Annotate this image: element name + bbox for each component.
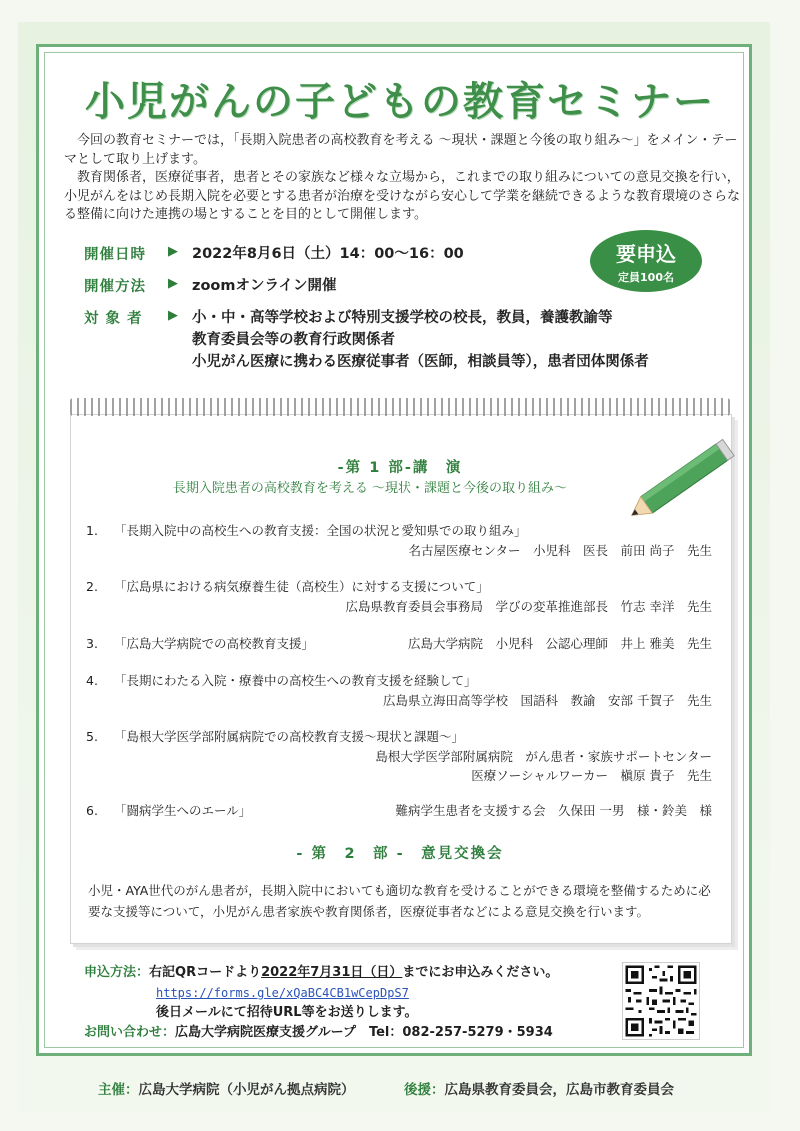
- talk-number: 6.: [86, 803, 98, 818]
- qr-code-icon[interactable]: [622, 962, 700, 1040]
- talk-speaker: 難病学生患者を支援する会 久保田 一男 様・鈴美 様: [395, 803, 712, 818]
- list-item: [86, 727, 712, 801]
- talk-title: 「島根大学医学部附属病院での高校教育支援～現状と課題～」: [114, 729, 465, 744]
- list-item: [86, 577, 712, 634]
- apply-note: 後日メールにて招待URL等をお送りします。: [156, 1005, 418, 1020]
- apply-deadline: 2022年7月31日（日）: [261, 965, 403, 980]
- apply-text-before: 右記QRコードより: [149, 965, 262, 980]
- target-label: 対 象 者: [84, 311, 143, 327]
- arrow-icon: ▶: [168, 308, 178, 323]
- date-value: 2022年8月6日（土）14：00～16：00: [192, 246, 464, 262]
- target-line: 小・中・高等学校および特別支援学校の校長，教員，養護教諭等: [192, 310, 613, 326]
- intro-paragraph-1: 今回の教育セミナーでは，「長期入院患者の高校教育を考える ～現状・課題と今後の取り組み～」をメイン・テーマとして取り上げます。: [64, 133, 738, 167]
- arrow-icon: ▶: [168, 244, 178, 259]
- talk-speaker: 広島県教育委員会事務局 学びの変革推進部長 竹志 幸洋 先生: [345, 599, 712, 614]
- target-line: 教育委員会等の教育行政関係者: [192, 332, 395, 348]
- talk-title: 「広島県における病気療養生徒（高校生）に対する支援について」: [114, 579, 489, 594]
- application-info: [84, 963, 604, 1043]
- registration-badge: [590, 230, 702, 292]
- list-item: [86, 521, 712, 577]
- contact-label: お問い合わせ：: [84, 1025, 176, 1040]
- intro-paragraph-2: 教育関係者，医療従事者，患者とその家族など様々な立場から，これまでの取り組みについての意見交換を行い，小児がんをはじめ長期入院を必要とする患者が治療を受けながら安心して学業を継続できるような教育環境のさらなる整備に向けた連携の場とすることを目的として開催します。: [64, 170, 741, 222]
- date-label: 開催日時: [84, 247, 146, 263]
- host-label: 主催：: [98, 1082, 139, 1098]
- talk-speaker: 広島大学病院 小児科 公認心理師 井上 雅美 先生: [408, 636, 712, 651]
- part1-subtitle: 長期入院患者の高校教育を考える ～現状・課題と今後の取り組み～: [172, 481, 568, 496]
- talk-speaker: 名古屋医療センター 小児科 医長 前田 尚子 先生: [408, 543, 712, 558]
- talk-title: 「長期にわたる入院・療養中の高校生への教育支援を経験して」: [114, 673, 477, 688]
- talk-speaker: 広島県立海田高等学校 国語科 教諭 安部 千賀子 先生: [383, 693, 712, 708]
- list-item: [86, 671, 712, 727]
- footer-host: [98, 1078, 355, 1098]
- support-label: 後援：: [404, 1082, 445, 1098]
- method-value: zoomオンライン開催: [192, 278, 337, 294]
- list-item: [86, 634, 712, 671]
- apply-text-after: までにお申込みください。: [402, 965, 559, 980]
- page-title: 小児がんの子どもの教育セミナー: [85, 79, 715, 125]
- footer-support: [404, 1078, 674, 1098]
- talk-title: 「広島大学病院での高校教育支援」: [114, 636, 315, 651]
- arrow-icon: ▶: [168, 276, 178, 291]
- support-name: 広島県教育委員会，広島市教育委員会: [444, 1082, 674, 1098]
- talk-number: 2.: [86, 579, 98, 594]
- part2-description: 小児・AYA世代のがん患者が，長期入院中においても適切な教育を受けることができる環境を整備するために必要な支援等について，小児がん患者家族や教育関係者，医療従事者などによる意見交換を行います。: [88, 883, 711, 919]
- target-line: 小児がん医療に携わる医療従事者（医師，相談員等），患者団体関係者: [192, 354, 649, 370]
- contact-row: [84, 1023, 604, 1043]
- method-label: 開催方法: [84, 279, 146, 295]
- info-row-target: [84, 307, 704, 377]
- talk-number: 3.: [86, 636, 98, 651]
- talk-title: 「長期入院中の高校生への教育支援：全国の状況と愛知県での取り組み」: [114, 523, 527, 538]
- talk-speaker: 医療ソーシャルワーカー 槇原 貴子 先生: [471, 768, 712, 783]
- badge-capacity: 定員100名: [618, 271, 674, 284]
- apply-row: [84, 963, 604, 983]
- application-form-link[interactable]: https://forms.gle/xQaBC4CB1wCepDpS7: [156, 986, 409, 1000]
- talk-number: 1.: [86, 523, 98, 538]
- host-name: 広島大学病院（小児がん拠点病院）: [138, 1082, 355, 1098]
- contact-info: 広島大学病院医療支援グループ Tel：082-257-5279・5934: [175, 1025, 553, 1040]
- talk-speaker: 島根大学医学部附属病院 がん患者・家族サポートセンター: [375, 749, 712, 764]
- notebook-binding: [70, 398, 730, 416]
- part2-heading: - 第 2 部 - 意見交換会: [296, 846, 504, 862]
- talk-list: [86, 521, 712, 831]
- talk-title: 「闘病学生へのエール」: [114, 803, 252, 818]
- part1-heading: -第 1 部-講 演: [337, 460, 463, 476]
- target-value: [192, 307, 704, 373]
- intro-text: [64, 132, 740, 225]
- badge-main: 要申込: [616, 242, 676, 266]
- apply-label: 申込方法：: [84, 965, 150, 980]
- talk-number: 5.: [86, 729, 98, 744]
- talk-number: 4.: [86, 673, 98, 688]
- list-item: [86, 801, 712, 831]
